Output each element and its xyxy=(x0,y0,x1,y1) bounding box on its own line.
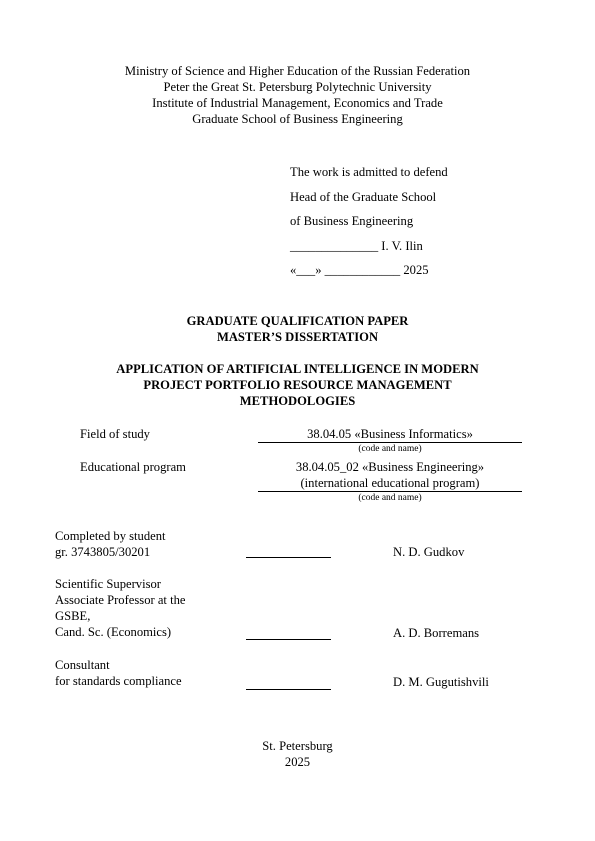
field-of-study-caption: (code and name) xyxy=(358,444,422,454)
ministry-line: Ministry of Science and Higher Education of the Russian Federation xyxy=(124,64,471,78)
head-signature-line: ______________ I. V. Ilin xyxy=(290,238,423,253)
institute-line: Institute of Industrial Management, Economics and Trade xyxy=(152,96,443,110)
year: 2025 xyxy=(284,755,311,769)
student-label: Completed by student xyxy=(55,529,166,543)
title-line: METHODOLOGIES xyxy=(239,394,356,408)
consultant-name: D. M. Gugutishvili xyxy=(393,675,489,689)
field-of-study-value: 38.04.05 «Business Informatics» xyxy=(258,426,522,443)
student-signature-line xyxy=(246,557,331,558)
supervisor-degree: Cand. Sc. (Economics) xyxy=(55,625,172,639)
paper-type-line: GRADUATE QUALIFICATION PAPER xyxy=(186,314,409,328)
title-line: PROJECT PORTFOLIO RESOURCE MANAGEMENT xyxy=(143,378,452,392)
school-line: Graduate School of Business Engineering xyxy=(192,112,403,126)
program-value-line1: 38.04.05_02 «Business Engineering» xyxy=(295,460,485,474)
consultant-block xyxy=(55,657,182,689)
title-line: APPLICATION OF ARTIFICIAL INTELLIGENCE IN MODERN xyxy=(116,362,479,376)
student-name: N. D. Gudkov xyxy=(393,545,465,559)
supervisor-org: GSBE, xyxy=(55,609,91,623)
city: St. Petersburg xyxy=(262,739,333,753)
dissertation-title xyxy=(0,361,595,409)
admission-block xyxy=(290,160,448,283)
paper-type xyxy=(0,314,595,345)
consultant-role: Consultant xyxy=(55,658,110,672)
admission-line: The work is admitted to defend xyxy=(290,165,448,179)
institution-header xyxy=(0,63,595,127)
supervisor-role: Scientific Supervisor xyxy=(55,577,161,591)
supervisor-position: Associate Professor at the xyxy=(55,593,186,607)
supervisor-block xyxy=(55,576,185,640)
program-label: Educational program xyxy=(80,460,186,474)
program-value-line2: (international educational program) xyxy=(258,475,522,492)
admission-date-line: «___» ____________ 2025 xyxy=(290,263,429,277)
program-caption: (code and name) xyxy=(358,493,422,503)
student-group: gr. 3743805/30201 xyxy=(55,545,151,559)
paper-type-line: MASTER’S DISSERTATION xyxy=(216,329,379,344)
supervisor-name: A. D. Borremans xyxy=(393,626,480,640)
university-line: Peter the Great St. Petersburg Polytechnic University xyxy=(163,80,432,94)
admission-line: Head of the Graduate School xyxy=(290,189,437,204)
consultant-scope: for standards compliance xyxy=(55,674,182,688)
admission-line: of Business Engineering xyxy=(290,214,414,228)
student-block xyxy=(55,528,166,560)
page-footer xyxy=(0,738,595,770)
field-of-study-label: Field of study xyxy=(80,427,150,441)
supervisor-signature-line xyxy=(246,639,331,640)
consultant-signature-line xyxy=(246,689,331,690)
